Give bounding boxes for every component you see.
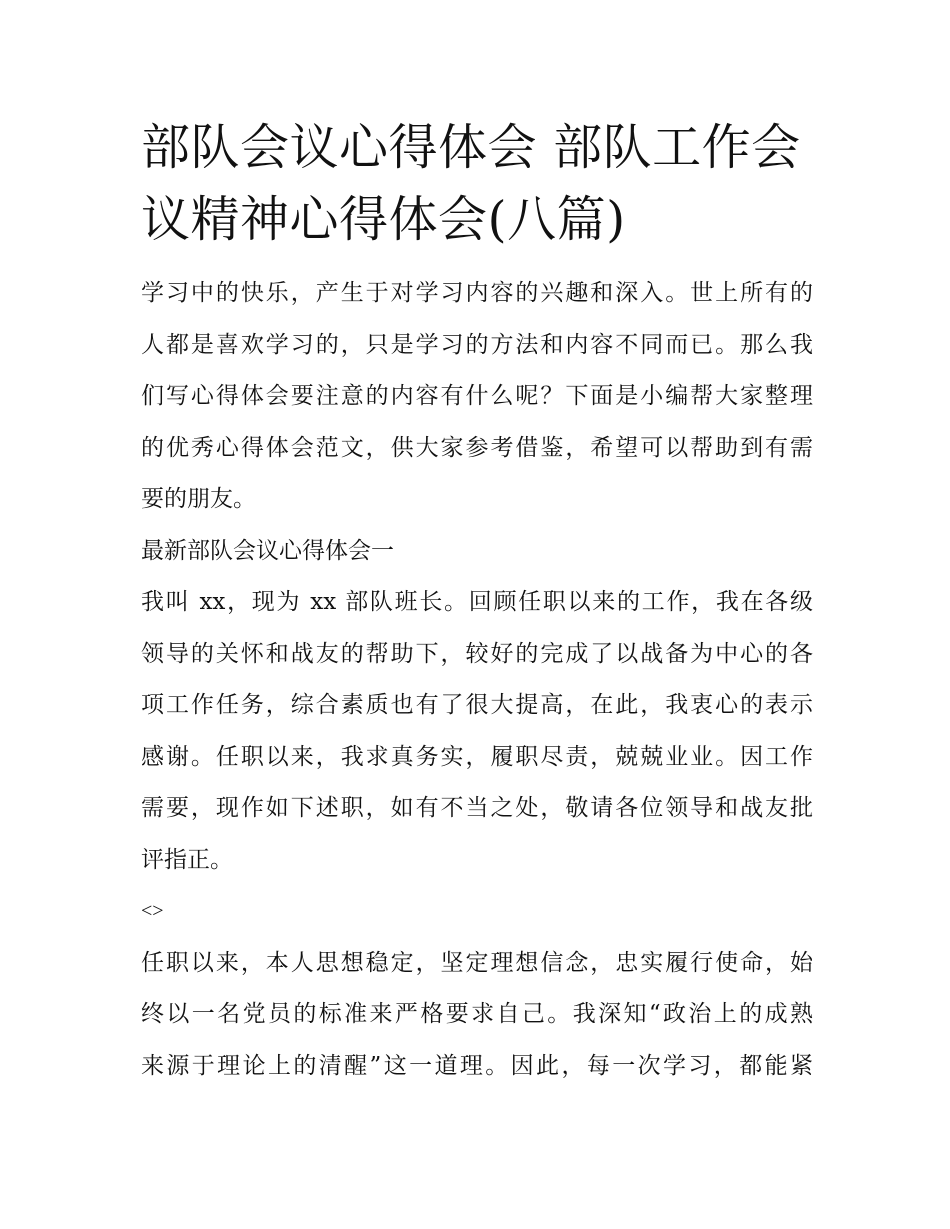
section-heading-text: 最新部队会议心得体会一 [141, 537, 394, 564]
text-line: 需要，现作如下述职，如有不当之处，敬请各位领导和战友批 [141, 795, 813, 821]
body-paragraph-1 [141, 577, 813, 886]
document-title [141, 112, 813, 256]
text-line: 的优秀心得体会范文，供大家参考借鉴，希望可以帮助到有需 [141, 434, 813, 461]
text-line: 项工作任务，综合素质也有了很大提高，在此，我衷心的表示 [141, 692, 813, 718]
title-line: 部队会议心得体会 部队工作会 [141, 119, 801, 176]
intro-paragraph [141, 268, 813, 526]
text-line: 领导的关怀和战友的帮助下，较好的完成了以战备为中心的各 [141, 640, 813, 667]
text-line: 来源于理论上的清醒”这一道理。因此，每一次学习，都能紧 [141, 1052, 813, 1079]
title-line: 议精神心得体会(八篇) [141, 191, 626, 248]
text-line: 感谢。任职以来，我求真务实，履职尽责，兢兢业业。因工作 [141, 743, 813, 770]
marker-text: <> [141, 900, 164, 922]
text-line: 们写心得体会要注意的内容有什么呢？下面是小编帮大家整理 [141, 383, 813, 409]
document-page [141, 112, 813, 1092]
text-line: 要的朋友。 [141, 486, 256, 512]
text-line: 我叫 xx，现为 xx 部队班长。回顾任职以来的工作，我在各级 [141, 589, 813, 615]
text-line: 任职以来，本人思想稳定，坚定理想信念，忠实履行使命，始 [141, 949, 813, 976]
text-line: 评指正。 [141, 846, 233, 873]
section-heading [141, 526, 813, 578]
text-line: 人都是喜欢学习的，只是学习的方法和内容不同而已。那么我 [141, 331, 813, 358]
marker-paragraph [141, 886, 813, 938]
body-paragraph-2 [141, 938, 813, 1093]
text-line: 终以一名党员的标准来严格要求自己。我深知“政治上的成熟 [141, 1001, 813, 1027]
text-line: 学习中的快乐，产生于对学习内容的兴趣和深入。世上所有的 [141, 280, 813, 306]
